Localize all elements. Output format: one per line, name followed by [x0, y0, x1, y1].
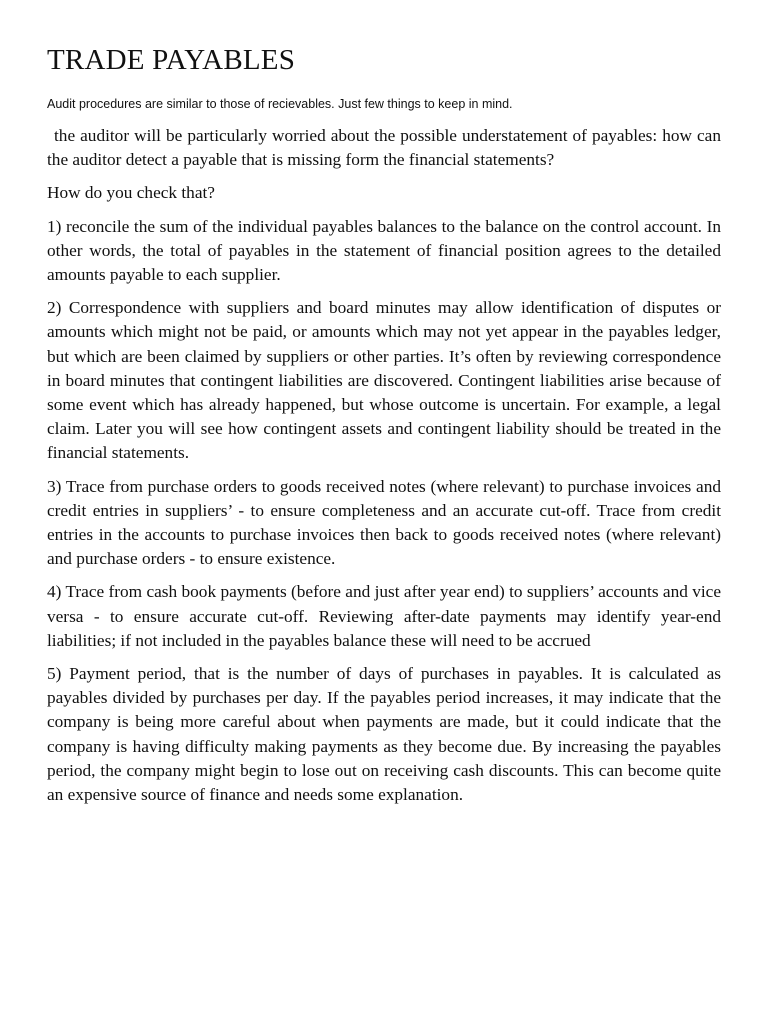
paragraph-step-3: 3) Trace from purchase orders to goods received notes (where relevant) to purchase invoices and credit entries in suppliers’ - to ensure completeness and an accurate cut-off. Trace from credit entries in the accounts to purchase invoices then back to goods received notes (where relevant) and purchase orders - to ensure existence.	[47, 476, 721, 569]
paragraph-step-4: 4) Trace from cash book payments (before and just after year end) to suppliers’ accounts and vice versa - to ensure accurate cut-off. Reviewing after-date payments may identify year-end liabilities; if not included in the payables balance these will need to be accrued	[47, 582, 721, 650]
paragraph-step-5: 5) Payment period, that is the number of days of purchases in payables. It is calculated as payables divided by purchases per day. If the payables period increases, it may indicate that the company is being more careful about when payments are made, but it could indicate that the company is having difficulty making payments as they become due. By increasing the payables period, the company might begin to lose out on receiving cash discounts. This can become quite an expensive source of finance and needs some explanation.	[47, 664, 721, 805]
paragraph-question: How do you check that?	[47, 183, 215, 203]
page-title: TRADE PAYABLES	[47, 44, 296, 76]
paragraph-step-2: 2) Correspondence with suppliers and board minutes may allow identification of disputes or amounts which might not be paid, or amounts which may not yet appear in the payables ledger, but which are been claimed by suppliers or other parties. It’s often by reviewing correspondence in board minutes that contingent liabilities are discovered. Contingent liabilities arise because of some event which has already happened, but whose outcome is uncertain. For example, a legal claim. Later you will see how contingent assets and contingent liability should be treated in the financial statements.	[47, 298, 721, 463]
document-page	[47, 40, 721, 816]
paragraph-intro: the auditor will be particularly worried about the possible understatement of payables: how can the auditor detect a payable that is missing form the financial statements?	[47, 126, 721, 170]
paragraph-step-1: 1) reconcile the sum of the individual payables balances to the balance on the control account. In other words, the total of payables in the statement of financial position agrees to the detailed amounts payable to each supplier.	[47, 216, 721, 285]
intro-note: Audit procedures are similar to those of recievables. Just few things to keep in mind.	[47, 97, 513, 111]
